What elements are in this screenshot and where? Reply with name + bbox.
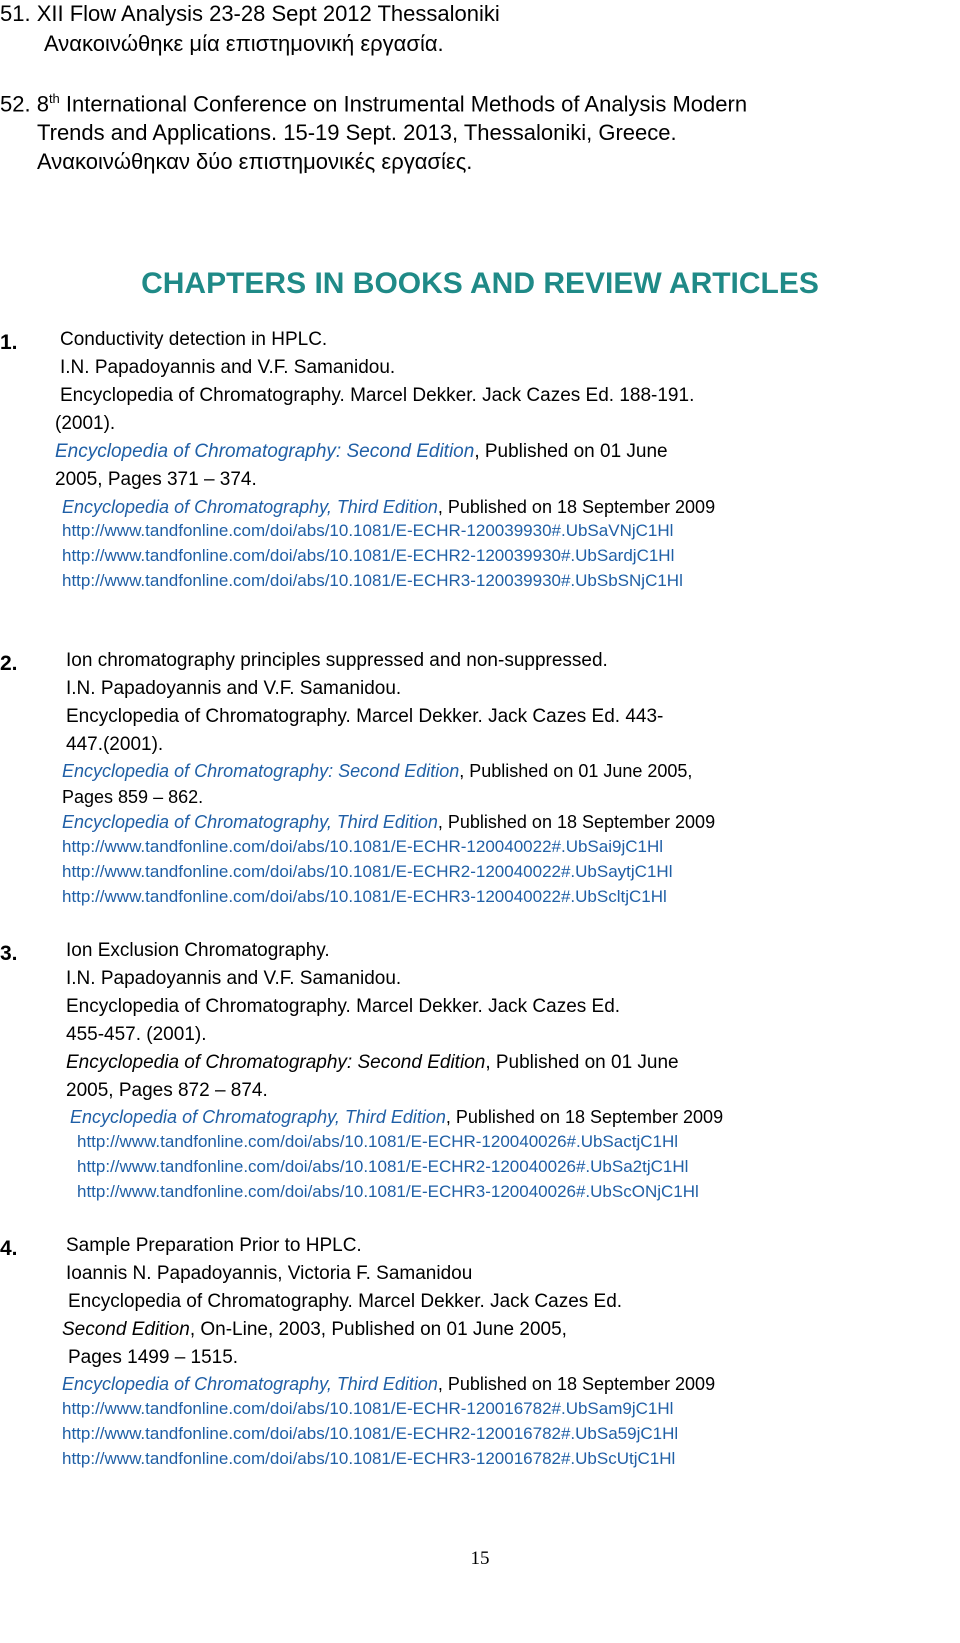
entry-second-edition	[55, 442, 668, 463]
entry-source-line1: Encyclopedia of Chromatography. Marcel Dekker. Jack Cazes Ed.	[66, 996, 621, 1017]
entry-authors: I.N. Papadoyannis and V.F. Samanidou.	[60, 357, 396, 378]
entry-authors: I.N. Papadoyannis and V.F. Samanidou.	[66, 678, 402, 699]
entry-second-edition	[62, 1320, 567, 1341]
entry-number: 4.	[0, 1237, 18, 1260]
page-number: 15	[470, 1548, 490, 1569]
second-edition-title: Encyclopedia of Chromatography: Second Edition	[66, 1052, 486, 1073]
entry-number: 1.	[0, 331, 18, 354]
third-edition-published: , Published on 18 September 2009	[445, 1107, 724, 1127]
entry-authors: Ioannis N. Papadoyannis, Victoria F. Samanidou	[66, 1263, 473, 1284]
entry-source-line1: Encyclopedia of Chromatography. Marcel Dekker. Jack Cazes Ed. 188-191.	[60, 385, 695, 406]
third-edition-title: Encyclopedia of Chromatography, Third Edition	[70, 1107, 446, 1127]
section-title: CHAPTERS IN BOOKS AND REVIEW ARTICLES	[141, 267, 819, 300]
entry-second-edition	[66, 1053, 679, 1074]
entry-source-line1: Encyclopedia of Chromatography. Marcel Dekker. Jack Cazes Ed.	[68, 1291, 623, 1312]
entry-title: Ion chromatography principles suppressed and non-suppressed.	[66, 650, 608, 671]
entry-second-edition-pages: Pages 1499 – 1515.	[68, 1347, 239, 1368]
entry-second-edition-pages: 2005, Pages 872 – 874.	[66, 1080, 268, 1101]
second-edition-published: , On-Line, 2003, Published on 01 June 2005,	[189, 1319, 567, 1340]
entry-link[interactable]: http://www.tandfonline.com/doi/abs/10.1081/E-ECHR2-120040022#.UbSaytjC1Hl	[62, 862, 673, 881]
entry-link[interactable]: http://www.tandfonline.com/doi/abs/10.1081/E-ECHR-120040022#.UbSai9jC1Hl	[62, 837, 664, 856]
item-52-line1-rest: International Conference on Instrumental Methods of Analysis Modern	[59, 91, 748, 117]
item-52-line1	[0, 92, 747, 117]
item-52-line3: Ανακοινώθηκαν δύο επιστημονικές εργασίες.	[37, 149, 473, 174]
item-51-line2: Ανακοινώθηκε μία επιστημονική εργασία.	[44, 31, 444, 56]
entry-link[interactable]: http://www.tandfonline.com/doi/abs/10.1081/E-ECHR3-120016782#.UbScUtjC1Hl	[62, 1449, 676, 1468]
third-edition-published: , Published on 18 September 2009	[437, 497, 716, 517]
entry-source-line2: 447.(2001).	[66, 734, 164, 755]
second-edition-title: Encyclopedia of Chromatography: Second Edition	[62, 761, 460, 781]
entry-number: 3.	[0, 942, 18, 965]
item-52-prefix: 52. 8	[0, 91, 49, 117]
second-edition-title: Encyclopedia of Chromatography: Second Edition	[55, 441, 475, 462]
entry-link[interactable]: http://www.tandfonline.com/doi/abs/10.1081/E-ECHR-120016782#.UbSam9jC1Hl	[62, 1399, 674, 1418]
third-edition-published: , Published on 18 September 2009	[437, 812, 716, 832]
item-52-sup: th	[48, 91, 60, 106]
entry-source-line1: Encyclopedia of Chromatography. Marcel Dekker. Jack Cazes Ed. 443-	[66, 706, 664, 727]
second-edition-published: , Published on 01 June	[474, 441, 668, 462]
entry-link[interactable]: http://www.tandfonline.com/doi/abs/10.1081/E-ECHR2-120016782#.UbSa59jC1Hl	[62, 1424, 679, 1443]
entry-link[interactable]: http://www.tandfonline.com/doi/abs/10.1081/E-ECHR3-120040026#.UbScONjC1Hl	[77, 1182, 699, 1201]
entry-authors: I.N. Papadoyannis and V.F. Samanidou.	[66, 968, 402, 989]
entry-third-edition	[70, 1108, 723, 1128]
entry-title: Ion Exclusion Chromatography.	[66, 940, 330, 961]
entry-second-edition	[62, 762, 692, 782]
item-52-line2: Trends and Applications. 15-19 Sept. 2013, Thessaloniki, Greece.	[37, 120, 677, 145]
entry-second-edition-pages: 2005, Pages 371 – 374.	[55, 469, 257, 490]
entry-link[interactable]: http://www.tandfonline.com/doi/abs/10.1081/E-ECHR3-120039930#.UbSbSNjC1Hl	[62, 571, 683, 590]
entry-title: Conductivity detection in HPLC.	[60, 329, 328, 350]
item-51-line1: 51. XII Flow Analysis 23-28 Sept 2012 Thessaloniki	[0, 1, 500, 26]
entry-number: 2.	[0, 652, 18, 675]
second-edition-published: , Published on 01 June	[485, 1052, 679, 1073]
third-edition-title: Encyclopedia of Chromatography, Third Edition	[62, 497, 438, 517]
entry-third-edition	[62, 813, 715, 833]
third-edition-title: Encyclopedia of Chromatography, Third Edition	[62, 812, 438, 832]
entry-link[interactable]: http://www.tandfonline.com/doi/abs/10.1081/E-ECHR2-120040026#.UbSa2tjC1Hl	[77, 1157, 689, 1176]
entry-link[interactable]: http://www.tandfonline.com/doi/abs/10.1081/E-ECHR2-120039930#.UbSardjC1Hl	[62, 546, 675, 565]
entry-link[interactable]: http://www.tandfonline.com/doi/abs/10.1081/E-ECHR-120039930#.UbSaVNjC1Hl	[62, 521, 674, 540]
entry-source-line2: 455-457. (2001).	[66, 1024, 207, 1045]
entry-source-line2: (2001).	[55, 413, 116, 434]
entry-third-edition	[62, 1375, 715, 1395]
entry-link[interactable]: http://www.tandfonline.com/doi/abs/10.1081/E-ECHR-120040026#.UbSactjC1Hl	[77, 1132, 679, 1151]
entry-second-edition-pages: Pages 859 – 862.	[62, 787, 204, 807]
second-edition-published: , Published on 01 June 2005,	[459, 761, 693, 781]
entry-title: Sample Preparation Prior to HPLC.	[66, 1235, 362, 1256]
entry-link[interactable]: http://www.tandfonline.com/doi/abs/10.1081/E-ECHR3-120040022#.UbScltjC1Hl	[62, 887, 667, 906]
third-edition-published: , Published on 18 September 2009	[437, 1374, 716, 1394]
entry-third-edition	[62, 498, 715, 518]
second-edition-title: Second Edition	[62, 1319, 190, 1340]
third-edition-title: Encyclopedia of Chromatography, Third Edition	[62, 1374, 438, 1394]
